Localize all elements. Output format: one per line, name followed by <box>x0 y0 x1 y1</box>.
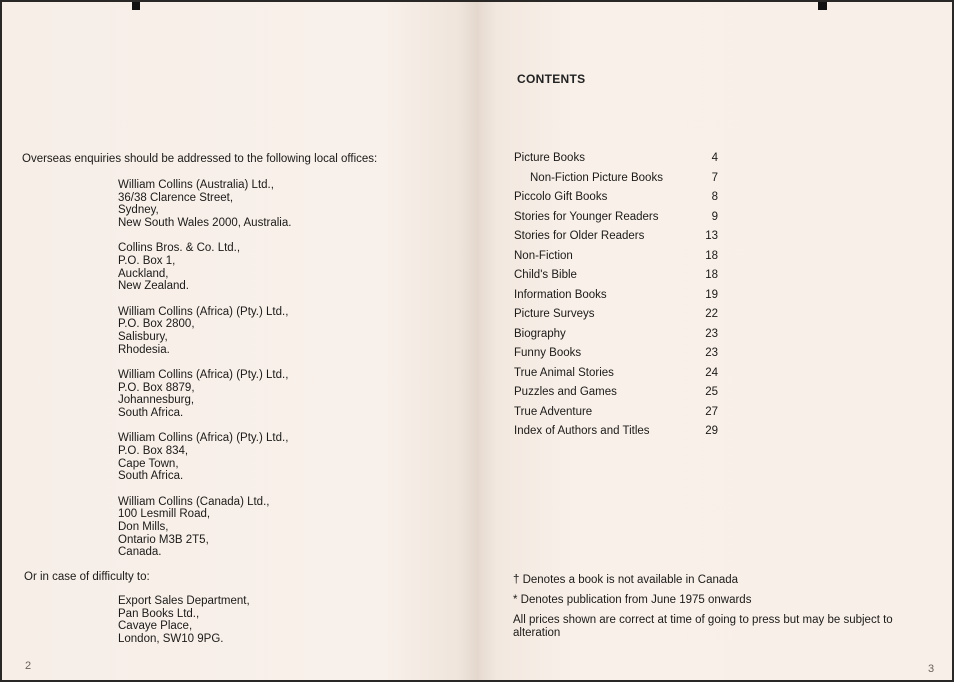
entry-page: 18 <box>705 269 718 281</box>
contents-entry <box>514 364 718 384</box>
contents-entry <box>514 325 718 345</box>
contents-entry <box>514 383 718 403</box>
entry-title: True Adventure <box>514 405 593 418</box>
entry-title: Non-Fiction <box>514 249 573 262</box>
footnotes <box>513 574 913 647</box>
address-line: Johannesburg, <box>118 394 195 407</box>
address-line: Rhodesia. <box>118 343 170 356</box>
page-number: 2 <box>25 660 32 672</box>
office-address <box>118 179 291 230</box>
entry-title: Index of Authors and Titles <box>514 425 650 437</box>
office-address <box>118 432 291 483</box>
overseas-intro: Overseas enquiries should be addressed to the following local offices: <box>22 153 378 165</box>
address-line: New Zealand. <box>118 280 189 293</box>
address-line: William Collins (Africa) (Pty.) Ltd., <box>118 305 289 318</box>
entry-title: Stories for Younger Readers <box>514 210 659 223</box>
office-address <box>118 306 291 357</box>
address-line: William Collins (Africa) (Pty.) Ltd., <box>118 432 289 445</box>
contents-entry <box>514 305 718 325</box>
office-address <box>118 369 291 420</box>
contents-entry <box>514 403 718 423</box>
address-line: P.O. Box 834, <box>118 444 189 457</box>
difficulty-note: Or in case of difficulty to: <box>24 571 150 583</box>
address-line: Collins Bros. & Co. Ltd., <box>118 242 241 255</box>
contents-heading: CONTENTS <box>517 72 586 86</box>
address-line: William Collins (Africa) (Pty.) Ltd., <box>118 368 289 381</box>
address-line: South Africa. <box>118 470 184 483</box>
footnote-asterisk: * Denotes publication from June 1975 onwards <box>513 594 752 606</box>
entry-title: Picture Surveys <box>514 308 595 320</box>
entry-page: 4 <box>711 152 718 164</box>
address-line: Canada. <box>118 546 162 559</box>
entry-page: 22 <box>705 308 718 320</box>
export-address <box>118 595 250 646</box>
contents-entry <box>514 208 718 228</box>
page-mark <box>132 2 140 10</box>
contents-entry <box>514 227 718 247</box>
address-line: Pan Books Ltd., <box>118 607 200 620</box>
entry-title: Stories for Older Readers <box>514 230 645 242</box>
address-line: London, SW10 9PG. <box>118 633 224 646</box>
contents-entry <box>514 247 718 267</box>
address-line: South Africa. <box>118 407 184 420</box>
entry-page: 8 <box>711 191 718 203</box>
entry-page: 23 <box>705 347 718 359</box>
address-line: Don Mills, <box>118 520 169 533</box>
office-address <box>118 496 291 560</box>
page-number: 3 <box>928 663 935 675</box>
address-line: William Collins (Canada) Ltd., <box>118 495 270 508</box>
address-line: New South Wales 2000, Australia. <box>118 217 292 230</box>
address-line: Export Sales Department, <box>118 595 250 607</box>
contents-entry <box>514 422 718 442</box>
footnote-prices: All prices shown are correct at time of going to press but may be subject to alteration <box>513 614 893 639</box>
contents-entry <box>514 169 718 189</box>
address-line: Salisbury, <box>118 331 168 344</box>
entry-page: 24 <box>705 366 718 379</box>
entry-title: Funny Books <box>514 347 582 359</box>
entry-page: 13 <box>705 230 718 242</box>
office-address-list <box>118 179 291 572</box>
booklet-spread <box>2 2 952 680</box>
address-line: Cavaye Place, <box>118 620 193 633</box>
address-line: Auckland, <box>118 267 169 280</box>
entry-title: Information Books <box>514 288 607 301</box>
contents-entry <box>514 266 718 286</box>
entry-page: 23 <box>705 327 718 340</box>
address-line: William Collins (Australia) Ltd., <box>118 179 274 191</box>
entry-page: 29 <box>705 425 718 437</box>
entry-page: 25 <box>705 386 718 398</box>
contents-entry <box>514 188 718 208</box>
page-mark <box>818 2 827 10</box>
entry-page: 9 <box>711 210 718 223</box>
entry-title: Non-Fiction Picture Books <box>530 171 663 184</box>
contents-list <box>514 149 718 442</box>
address-line: P.O. Box 2800, <box>118 318 195 331</box>
footnote-dagger: † Denotes a book is not available in Canada <box>513 574 739 586</box>
entry-page: 18 <box>705 249 718 262</box>
address-line: Cape Town, <box>118 457 179 470</box>
entry-title: Puzzles and Games <box>514 386 617 398</box>
address-line: 100 Lesmill Road, <box>118 508 211 521</box>
entry-title: Picture Books <box>514 152 585 164</box>
contents-entry <box>514 149 718 169</box>
contents-entry <box>514 344 718 364</box>
address-line: P.O. Box 8879, <box>118 381 195 394</box>
address-line: 36/38 Clarence Street, <box>118 191 234 204</box>
entry-title: Biography <box>514 327 566 340</box>
left-page <box>2 2 478 680</box>
entry-page: 19 <box>705 288 718 301</box>
office-address <box>118 242 291 293</box>
entry-title: Child's Bible <box>514 269 577 281</box>
address-line: Ontario M3B 2T5, <box>118 533 209 546</box>
address-line: Sydney, <box>118 204 159 217</box>
entry-page: 27 <box>705 405 718 418</box>
entry-title: True Animal Stories <box>514 366 614 379</box>
contents-entry <box>514 286 718 306</box>
entry-page: 7 <box>711 171 718 184</box>
address-line: P.O. Box 1, <box>118 255 176 268</box>
entry-title: Piccolo Gift Books <box>514 191 608 203</box>
